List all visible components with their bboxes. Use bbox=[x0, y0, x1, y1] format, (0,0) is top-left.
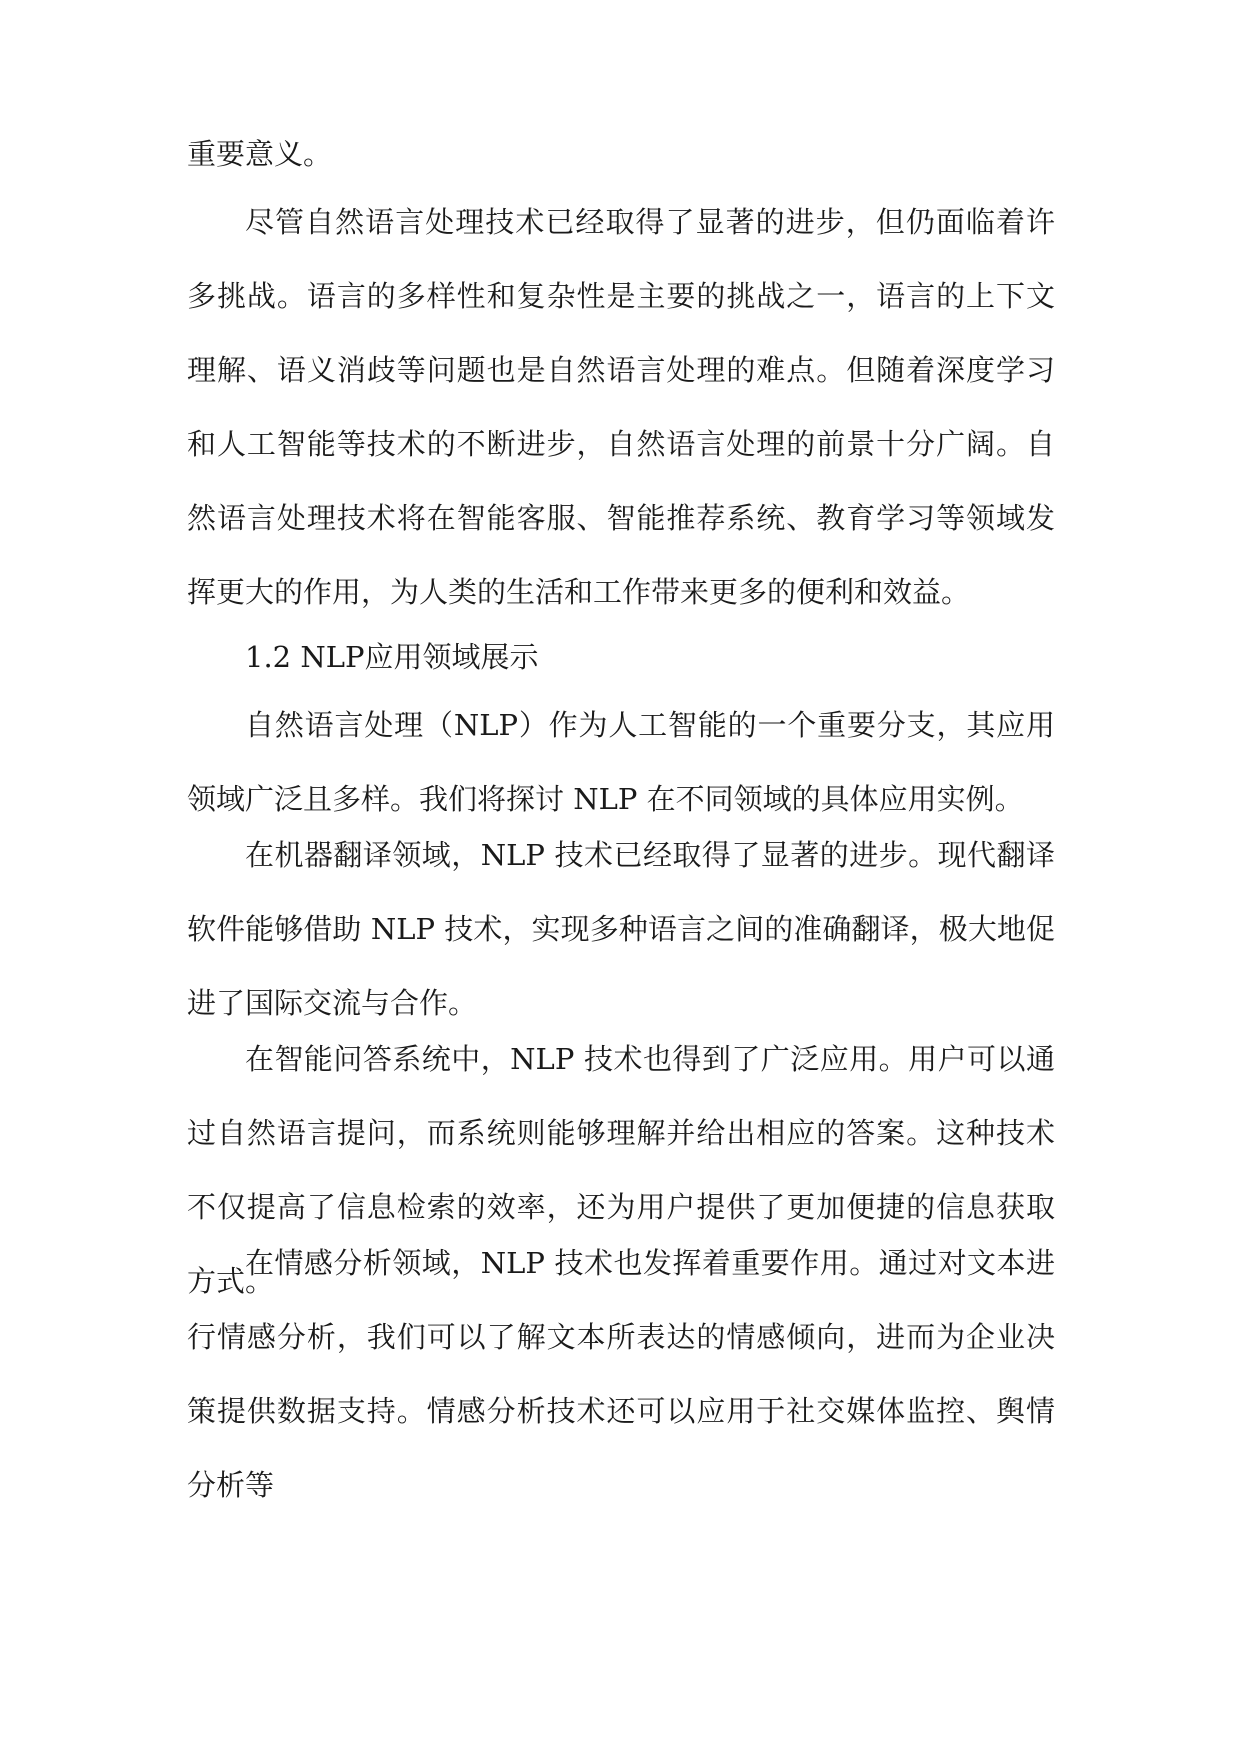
paragraph-sentiment-analysis: 在情感分析领域，NLP 技术也发挥着重要作用。通过对文本进行情感分析，我们可以了解文本所表达的情感倾向，进而为企业决策提供数据支持。情感分析技术还可以应用于社交媒体监控、舆情分析等 bbox=[187, 1246, 1055, 1502]
paragraph-machine-translation: 在机器翻译领域，NLP 技术已经取得了显著的进步。现代翻译软件能够借助 NLP 技术，实现多种语言之间的准确翻译，极大地促进了国际交流与合作。 bbox=[187, 838, 1055, 1020]
section-heading: 1.2 NLP应用领域展示 bbox=[245, 640, 539, 674]
paragraph-nlp-intro: 自然语言处理（NLP）作为人工智能的一个重要分支，其应用领域广泛且多样。我们将探讨 NLP 在不同领域的具体应用实例。 bbox=[187, 708, 1055, 816]
paragraph-nlp-challenges: 尽管自然语言处理技术已经取得了显著的进步，但仍面临着许多挑战。语言的多样性和复杂性是主要的挑战之一，语言的上下文理解、语义消歧等问题也是自然语言处理的难点。但随着深度学习和人工智能等技术的不断进步，自然语言处理的前景十分广阔。自然语言处理技术将在智能客服、智能推荐系统、教育学习等领域发挥更大的作用，为人类的生活和工作带来更多的便利和效益。 bbox=[187, 205, 1055, 609]
paragraph-question-answering: 在智能问答系统中，NLP 技术也得到了广泛应用。用户可以通过自然语言提问，而系统则能够理解并给出相应的答案。这种技术不仅提高了信息检索的效率，还为用户提供了更加便捷的信息获取方式。 bbox=[187, 1042, 1055, 1298]
paragraph-continuation: 重要意义。 bbox=[187, 137, 333, 171]
